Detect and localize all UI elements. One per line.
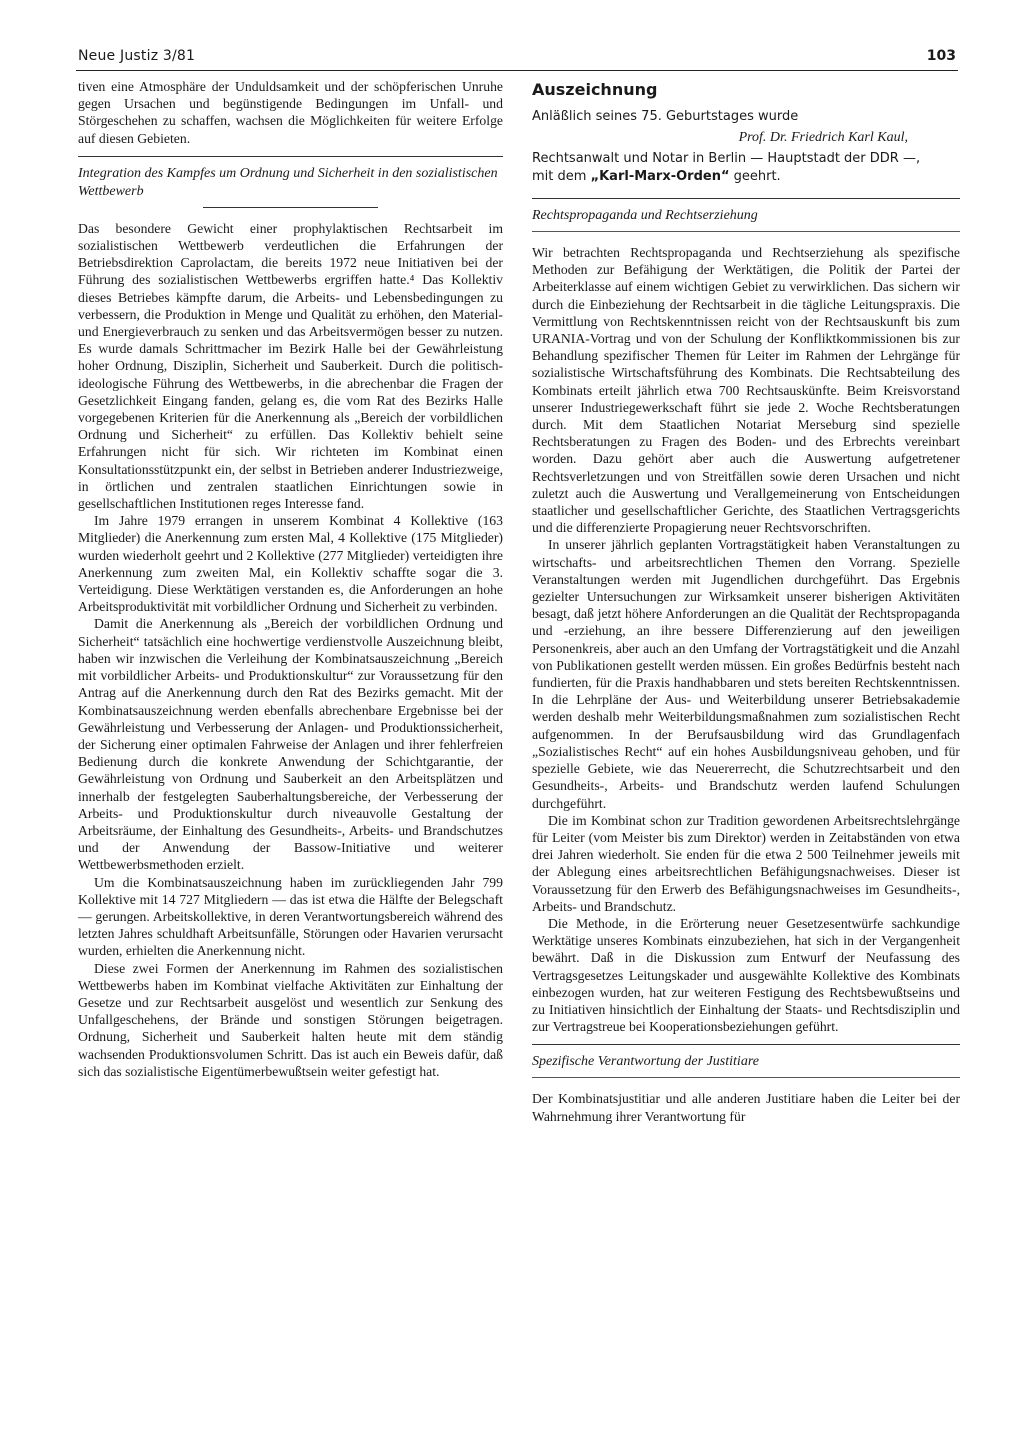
section-divider	[532, 198, 960, 199]
award-title: Auszeichnung	[532, 80, 658, 99]
section-divider	[532, 1044, 960, 1045]
heading-underline	[203, 207, 378, 208]
award-line: Anläßlich seines 75. Geburtstages wurde	[532, 109, 799, 124]
section-divider	[78, 156, 503, 157]
body-paragraph: Im Jahre 1979 errangen in unserem Kombinat 4 Kollektive (163 Mitglieder) die Anerkennung zum ersten Mal, 4 Kollektive (175 Mitglieder) wurden wiederholt geehrt und 2 Kollektive (277 Mitglieder) verteidigten ihre Anerkennung zum zweiten Mal, ein Kollektiv schaffte sogar die 3. Verteidigung. Diese Werktätigen verstanden es, die Anforderungen an hohe Arbeitsproduktivität mit vorbildlicher Ordnung und Sicherheit zu verbinden.	[78, 513, 503, 615]
award-recipient: Prof. Dr. Friedrich Karl Kaul,	[738, 130, 908, 145]
body-paragraph: In unserer jährlich geplanten Vortragstätigkeit haben Veranstaltungen zu wirtschafts- und arbeitsrechtlichen Themen den Vorrang. Spezielle Veranstaltungen werden mit Jugendlichen durchgeführt. Das Ergebnis gezielter Untersuchungen zur Wirksamkeit unserer bisherigen Aktivitäten besagt, daß jetzt höhere Anforderungen an die Qualität der Rechtspropaganda und -erziehung, an ihre bessere Differenzierung auf den jeweiligen Personenkreis, aber auch an den Umfang der Vortragstätigkeit und die Anzahl von Publikationen gestellt werden müssen. Ein großes Bedürfnis besteht nach fundierten, für die Praxis handhabbaren und stets bereiten Rechtskenntnissen. In die Lehrpläne der Aus- und Weiterbildung unserer Betriebsakademie werden deshalb mehr Weiterbildungsmaßnahmen zum sozialistischen Recht aufgenommen. In der Berufsausbildung wird das Grundlagenfach „Sozialistisches Recht“ auf ein hohes Ausbildungsniveau gehoben, und für spezielle Gebiete, wie das Neuererrecht, die Schutzrechtsarbeit und den Gesundheits-, Arbeits- und Brandschutz werden laufend Schulungen durchgeführt.	[532, 537, 960, 811]
award-line: Rechtsanwalt und Notar in Berlin — Hauptstadt der DDR —,	[532, 151, 921, 166]
left-column	[78, 78, 503, 1080]
section-heading-justitiare: Spezifische Verantwortung der Justitiare	[532, 1054, 759, 1070]
body-paragraph: Damit die Anerkennung als „Bereich der vorbildlichen Ordnung und Sicherheit“ tatsächlich eine hochwertige verdienstvolle Auszeichnung bleibt, haben wir inzwischen die Verleihung der Kombinatsauszeichnung „Bereich mit vorbildlicher Arbeits- und Produktionskultur“ zur Voraussetzung für den Antrag auf die Anerkennung durch den Rat des Bezirks gemacht. Mit der Kombinatsauszeichnung werden ebenfalls abrechenbare Ergebnisse bei der Gewährleistung und Verbesserung der Anlagen- und Produktionssicherheit, der Sicherung einer optimalen Fahrweise der Anlagen und ihrer fehlerfreien Bedienung durch die konkrete Anwendung der Schichtgarantie, der Gewährleistung von Ordnung und Sauberkeit an den Arbeitsplätzen und innerhalb der festgelegten Sauberhaltungsbereiche, der Verbesserung der Arbeits- und Produktionskultur durch niveauvolle Gestaltung der Arbeitsräume, der Einhaltung des Gesundheits-, Arbeits- und Brandschutzes und der Anwendung der Bassow-Initiative und weiterer Wettbewerbsmethoden erzielt.	[78, 616, 503, 873]
section-heading-integration: Integration des Kampfes um Ordnung und Sicherheit in den sozialistischen Wettbewerb	[78, 165, 498, 199]
award-line-suffix: geehrt.	[729, 169, 781, 184]
header-rule	[76, 70, 958, 71]
intro-paragraph: tiven eine Atmosphäre der Unduldsamkeit und der schöpferischen Unruhe gegen Ursachen und begünstigende Bedingungen im Unfall- und Störgeschehen zu schaffen, wachsen die Möglichkeiten für weitere Erfolge auf diesen Gebieten.	[78, 79, 503, 146]
heading-underline	[532, 1077, 960, 1078]
page-number: 103	[926, 48, 956, 64]
body-paragraph: Diese zwei Formen der Anerkennung im Rahmen des sozialistischen Wettbewerbs haben im Kombinat vielfache Aktivitäten zur Einhaltung der Gesetze und zur Rechtsarbeit ausgelöst und wesentlich zur Senkung des Unfallgeschehens, der Brände und sonstigen Störungen beigetragen. Ordnung, Sicherheit und Sauberkeit halten heute mit dem ständig wachsenden Produktionsvolumen Schritt. Das ist auch ein Beweis dafür, daß sich das sozialistische Eigentümerbewußtsein weiter gefestigt hat.	[78, 960, 503, 1079]
award-line	[532, 168, 960, 186]
body-paragraph: Wir betrachten Rechtspropaganda und Rechtserziehung als spezifische Methoden zur Befähigung der Werktätigen, die Politik der Partei der Arbeiterklasse auf einem wichtigen Gebiet zu verwirklichen. Das sichern wir durch die Einbeziehung der Rechtsarbeit in die tägliche Leitungspraxis. Die Vermittlung von Rechtskenntnissen reicht von der Rechtsauskunft bis zum URANIA-Vortrag und von der Schulung der Konfliktkommissionen bis zur Behandlung spezifischer Themen für Leiter im Rahmen der Lehrgänge für sozialistische Wirtschaftsführung des Kombinats. Die Rechtsabteilung des Kombinats erteilt jährlich etwa 700 Rechtsauskünfte. Beim Kreisvorstand unserer Industriegewerkschaft führt sie jede 2. Woche Rechtsberatungen durch. Mit dem Staatlichen Notariat Merseburg sind spezielle Rechtsberatungen zu Fragen des Boden- und des Erbrechts vereinbart worden. Dazu gehört aber auch die Auswertung aufgetretener Rechtsverletzungen und von Streitfällen sowie deren Ursachen und nicht zuletzt auch die Auswertung und Verallgemeinerung von Entscheidungen staatlicher und gesellschaftlicher Gerichte, des Staatlichen Vertragsgerichts und die differenzierte Propagierung neuer Rechtsvorschriften.	[532, 245, 960, 536]
heading-underline	[532, 231, 960, 232]
journal-issue: Neue Justiz 3/81	[78, 48, 196, 64]
body-paragraph: Die Methode, in die Erörterung neuer Gesetzesentwürfe sachkundige Werktätige unseres Kombinats einzubeziehen, hat sich in der Vergangenheit bewährt. Daß in die Diskussion zum Entwurf der Neufassung des Vertragsgesetzes Leitungskader und ausgewählte Kollektive des Kombinats einbezogen wurden, hat zur weiteren Festigung des Rechtsbewußtseins und zu Initiativen hinsichtlich der Einhaltung der Staats- und Rechtsdisziplin und zur Vertragstreue bei Kooperationsbeziehungen geführt.	[532, 915, 960, 1035]
body-paragraph: Das besondere Gewicht einer prophylaktischen Rechtsarbeit im sozialistischen Wettbewerb verdeutlichen die Erfahrungen der Betriebsdirektion Caprolactam, die bereits 1972 neue Initiativen bei der Führung des sozialistischen Wettbewerbs ergriffen hatte.⁴ Das Kollektiv dieses Betriebes kämpfte darum, die Arbeits- und Lebensbedingungen zu verbessern, die Produktion in Menge und Qualität zu erhöhen, den Material- und Energieverbrauch zu senken und das Arbeitsvermögen besser zu nutzen. Es wurde damals Schrittmacher im Bezirk Halle bei der Gewährleistung hoher Ordnung, Disziplin, Sicherheit und Sauberkeit. Durch die politisch-ideologische Führung des Wettbewerbs, in die abrechenbar die Fragen der Gesetzlichkeit Eingang fanden, gelang es, die vom Rat des Bezirks Halle vorgegebenen Kriterien für die Anerkennung als „Bereich der vorbildlichen Ordnung und Sicherheit“ zu erfüllen. Das Kollektiv behielt seine Erfahrungen nicht für sich. Wir richteten im Kombinat einen Konsultationsstützpunkt ein, der selbst in Betrieben anderer Industriezweige, in örtlichen und zentralen staatlichen Einrichtungen sowie in gesellschaftlichen Institutionen reges Interesse fand.	[78, 220, 503, 512]
body-paragraph: Um die Kombinatsauszeichnung haben im zurückliegenden Jahr 799 Kollektive mit 14 727 Mitgliedern — das ist etwa die Hälfte der Belegschaft — gerungen. Arbeitskollektive, in deren Verantwortungsbereich während des letzten Jahres schuldhaft Arbeitsunfälle, Störungen oder Havarien verursacht wurden, erhielten die Anerkennung nicht.	[78, 874, 503, 959]
section-heading-rechtspropaganda: Rechtspropaganda und Rechtserziehung	[532, 208, 758, 223]
award-line-prefix: mit dem	[532, 169, 591, 184]
body-paragraph: Der Kombinatsjustitiar und alle anderen Justitiare haben die Leiter bei der Wahrnehmung ihrer Verantwortung für	[532, 1091, 960, 1124]
right-column	[532, 78, 960, 1125]
body-paragraph: Die im Kombinat schon zur Tradition gewordenen Arbeitsrechtslehrgänge für Leiter (vom Meister bis zum Direktor) werden in Zeitabständen von etwa drei Jahren wiederholt. Sie enden für die etwa 2 500 Teilnehmer jeweils mit der Ablegung eines arbeitsrechtlichen Befähigungsnachweises. Dieser ist Voraussetzung für den Erwerb des Befähigungsnachweises im Gesundheits-, Arbeits- und Brandschutz.	[532, 812, 960, 914]
award-order: „Karl-Marx-Orden“	[590, 169, 730, 184]
